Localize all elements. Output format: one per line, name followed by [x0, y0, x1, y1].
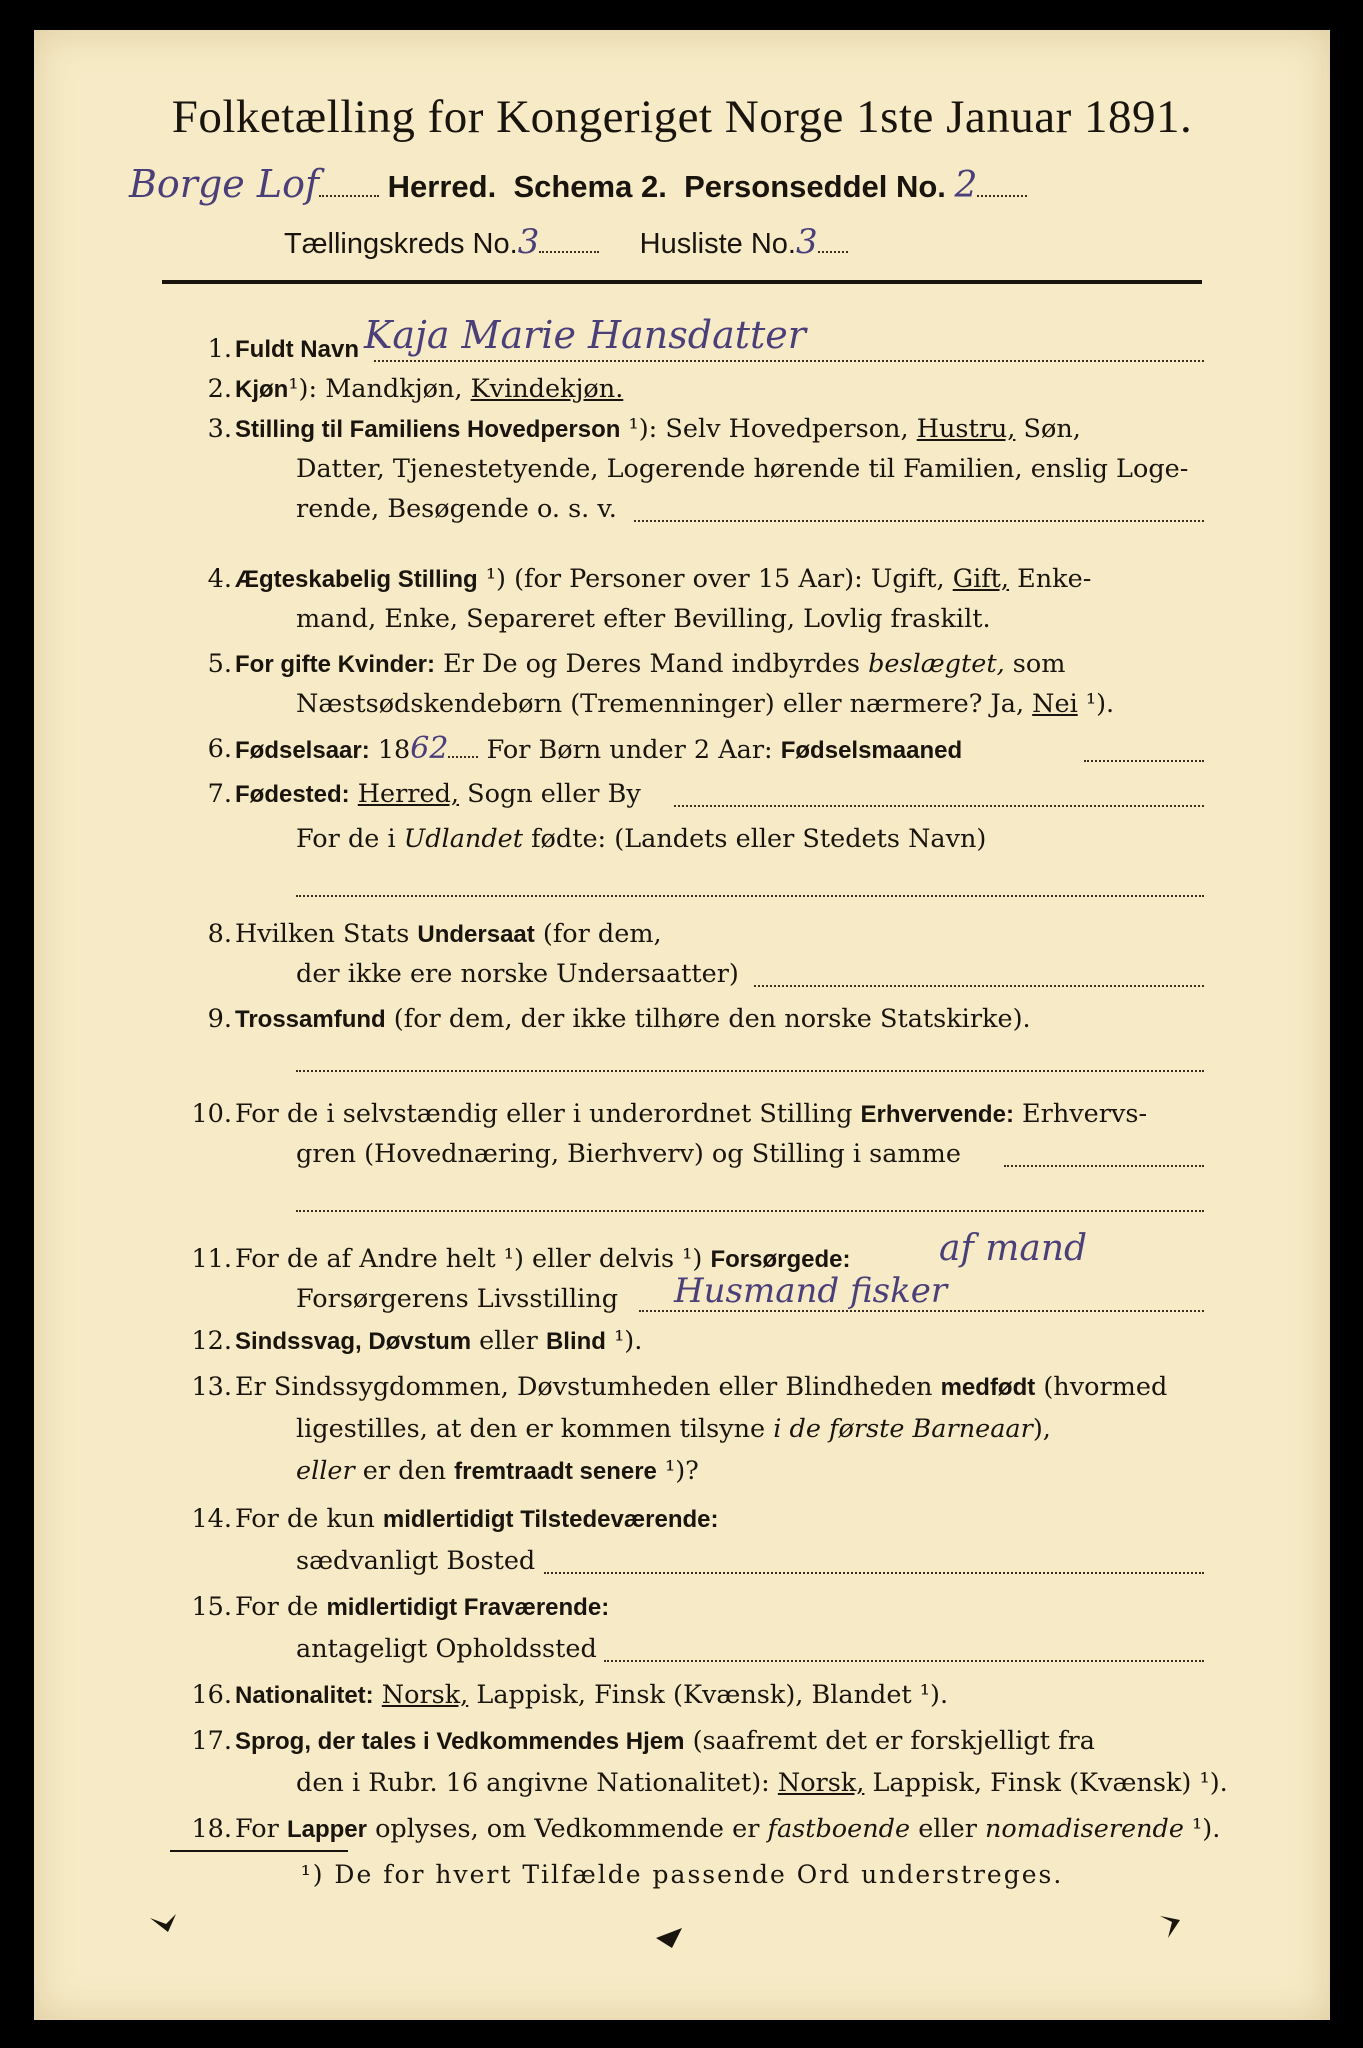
underlined-choice: Norsk,: [381, 1680, 469, 1710]
item-text-part: ¹).: [1077, 689, 1115, 719]
item-text-part: Sogn eller By: [459, 779, 641, 809]
dotted-fill: [319, 195, 379, 197]
header-rule: [162, 280, 1202, 284]
supported-by-handwritten: af mand: [939, 1228, 1088, 1269]
item-text: [235, 1722, 1230, 1761]
item-number: 17.: [191, 1726, 232, 1756]
item-text-part: rende, Besøgende o. s. v.: [296, 494, 617, 524]
item-number: 12.: [191, 1326, 232, 1356]
item-text: [235, 645, 1210, 684]
underlined-choice: Kvindekjøn.: [470, 374, 624, 404]
item-text-part: Er De og Deres Mand indbyrdes: [435, 649, 869, 679]
item-text-italic: eller: [296, 1456, 355, 1486]
item-label: fremtraadt senere: [454, 1458, 657, 1485]
dotted-fill: [296, 1210, 1204, 1212]
item-text-italic: i de første Barneaar: [773, 1414, 1033, 1444]
item-text-part: [374, 1680, 382, 1710]
item-text-part: den i Rubr. 16 angivne Nationalitet):: [296, 1768, 778, 1798]
item-text: [235, 1500, 1210, 1539]
item-text-part: Erhvervs-: [1013, 1099, 1148, 1129]
item-label: midlertidigt Fraværende:: [326, 1594, 610, 1621]
taellingskreds-label: Tællingskreds No.: [284, 228, 518, 260]
dotted-fill: [296, 895, 1204, 897]
form-title: Folketælling for Kongeriget Norge 1ste Januar 1891.: [171, 91, 1193, 143]
item-label: midlertidigt Tilstedeværende:: [382, 1506, 719, 1533]
item-text: [235, 1588, 1210, 1627]
item-number: 2.: [207, 374, 232, 404]
item-text: [235, 1095, 1210, 1134]
item-text: [235, 410, 1210, 449]
dotted-fill: [374, 360, 1204, 362]
item-text-part: Enke-: [1009, 564, 1092, 594]
header-line-2: [284, 222, 848, 262]
item-label: Trossamfund: [235, 1006, 386, 1033]
registration-mark-icon: [1154, 1910, 1194, 1940]
item-text-part: eller: [910, 1814, 985, 1844]
item-text: [235, 775, 1210, 814]
item-text-part: ¹).: [605, 1326, 643, 1356]
census-form: [34, 30, 1330, 2020]
item-label: For gifte Kvinder:: [235, 651, 436, 678]
dotted-fill: [754, 985, 1204, 987]
item-text-part: ¹)?: [656, 1456, 699, 1486]
item-text-part: Er Sindssygdommen, Døvstumheden eller Blindheden: [235, 1372, 941, 1402]
husliste-handwritten: 3: [795, 222, 818, 262]
item-label: Lapper: [286, 1816, 367, 1843]
item-number: 10.: [191, 1099, 232, 1129]
item-text-part: mand, Enke, Separeret efter Bevilling, Lovlig fraskilt.: [296, 604, 991, 634]
item-text: [235, 1368, 1210, 1407]
supporter-occupation-handwritten: Husmand fisker: [674, 1271, 948, 1311]
dotted-fill: [296, 1070, 1204, 1072]
item-text-part: For de kun: [235, 1504, 383, 1534]
item-text-part: Datter, Tjenestetyende, Logerende hørende til Familien, enslig Loge-: [296, 454, 1189, 484]
dotted-fill: [634, 520, 1204, 522]
item-label: Stilling til Familiens Hovedperson: [235, 416, 621, 443]
item-text: [296, 820, 1210, 858]
item-number: 8.: [207, 919, 232, 949]
item-label: Fuldt Navn: [235, 336, 359, 363]
item-number: 1.: [207, 334, 232, 364]
item-label: Fødselsaar:: [235, 737, 370, 764]
item-text-part: Lappisk, Finsk (Kvænsk), Blandet ¹).: [468, 1680, 949, 1710]
item-text: [296, 1452, 1210, 1491]
item-label: Fødselsmaaned: [780, 737, 963, 764]
item-label: Blind: [545, 1328, 606, 1355]
item-label: Fødested:: [235, 781, 350, 808]
underlined-choice: Hustru,: [916, 414, 1016, 444]
item-text-part: For de i selvstændig eller i underordnet Stilling: [235, 1099, 861, 1129]
item-text: [235, 560, 1210, 599]
item-text-part: fødte: (Landets eller Stedets Navn): [523, 824, 987, 854]
item-number: 13.: [191, 1372, 232, 1402]
husliste-label: Husliste No.: [639, 228, 796, 260]
name-handwritten: Kaja Marie Hansdatter: [364, 313, 806, 357]
underlined-choice: Herred,: [357, 779, 460, 809]
header-line-1: [129, 162, 1027, 206]
item-label: Erhvervende:: [860, 1101, 1014, 1128]
item-text-part: ¹): Selv Hovedperson,: [620, 414, 917, 444]
dotted-fill: [1084, 760, 1204, 762]
item-text-part: (saafremt det er forskjelligt fra: [684, 1726, 1095, 1756]
dotted-fill: [674, 805, 1204, 807]
item-number: 16.: [191, 1680, 232, 1710]
item-number: 18.: [191, 1814, 232, 1844]
item-text-part: (hvormed: [1035, 1372, 1168, 1402]
item-text-part: ¹): Mandkjøn,: [288, 374, 471, 404]
footnote-rule: [170, 1850, 348, 1852]
item-number: 14.: [191, 1504, 232, 1534]
item-text-part: sædvanligt Bosted: [296, 1546, 536, 1576]
item-text-part: oplyses, om Vedkommende er: [366, 1814, 768, 1844]
herred-label: Herred.: [387, 169, 497, 204]
item-text: [235, 370, 1210, 409]
item-text: [235, 730, 1210, 770]
item-text-part: Lappisk, Finsk (Kvænsk) ¹).: [864, 1768, 1228, 1798]
item-text-italic: Udlandet: [403, 824, 523, 854]
item-text-part: [350, 779, 358, 809]
item-text-part: Næstsødskendebørn (Tremenninger) eller nærmere? Ja,: [296, 689, 1033, 719]
personseddel-label: Personseddel No.: [684, 169, 946, 204]
item-text-part: ¹).: [1183, 1814, 1221, 1844]
dotted-fill: [544, 1572, 1204, 1574]
dotted-fill: [604, 1660, 1204, 1662]
underlined-choice: Gift,: [952, 564, 1010, 594]
item-number: 5.: [207, 649, 232, 679]
registration-mark-icon: [652, 1922, 692, 1952]
item-number: 6.: [207, 734, 232, 764]
item-text: [235, 1676, 1210, 1715]
item-text-part: der ikke ere norske Undersaatter): [296, 959, 739, 989]
dotted-fill: [818, 251, 848, 253]
item-text-part: gren (Hovednæring, Bierhverv) og Stilling i samme: [296, 1139, 961, 1169]
item-number: 15.: [191, 1592, 232, 1622]
item-text-part: ligestilles, at den er kommen tilsyne: [296, 1414, 774, 1444]
underlined-choice: Norsk,: [777, 1768, 865, 1798]
item-label: medfødt: [940, 1374, 1036, 1401]
item-text-part: Forsørgerens Livsstilling: [296, 1284, 619, 1314]
item-text-part: Søn,: [1015, 414, 1081, 444]
item-text-part: ¹) (for Personer over 15 Aar): Ugift,: [477, 564, 953, 594]
item-number: 11.: [191, 1244, 232, 1274]
item-text-part: (for dem, der ikke tilhøre den norske Statskirke).: [385, 1004, 1031, 1034]
item-label: Forsørgede:: [710, 1246, 851, 1273]
item-text-part: Hvilken Stats: [235, 919, 418, 949]
item-number: 4.: [207, 564, 232, 594]
dotted-fill: [1004, 1165, 1204, 1167]
item-text: [235, 1810, 1230, 1849]
item-text-part: (for dem,: [534, 919, 662, 949]
schema-label: Schema 2.: [513, 169, 667, 204]
herred-handwritten: Borge Lof: [129, 162, 320, 206]
item-text-part: For de: [235, 1592, 327, 1622]
registration-mark-icon: [146, 1910, 186, 1940]
taellingskreds-handwritten: 3: [517, 222, 540, 262]
footnote: ¹) De for hvert Tilfælde passende Ord understreges.: [300, 1860, 1064, 1889]
item-text: [235, 915, 1210, 954]
item-text-part: For de i: [296, 824, 404, 854]
item-text-part: For Børn under 2 Aar:: [478, 735, 781, 765]
item-text-part: For: [235, 1814, 287, 1844]
item-number: 7.: [207, 779, 232, 809]
item-text-italic: fastboende: [767, 1814, 911, 1844]
item-text-part: er den: [354, 1456, 455, 1486]
item-text: [235, 1322, 1210, 1361]
item-text: [296, 1410, 1210, 1448]
item-label: Sindssvag, Døvstum: [235, 1328, 472, 1355]
item-text: [235, 1000, 1210, 1039]
item-text-part: eller: [471, 1326, 546, 1356]
underlined-choice: Nei: [1032, 689, 1078, 719]
item-label: Undersaat: [417, 921, 535, 948]
item-number: 9.: [207, 1004, 232, 1034]
item-text: [296, 1764, 1230, 1802]
dotted-fill: [539, 251, 599, 253]
item-label: Kjøn: [235, 376, 289, 403]
item-label: Sprog, der tales i Vedkommendes Hjem: [235, 1728, 685, 1755]
item-text-italic: nomadiserende: [985, 1814, 1184, 1844]
item-label: Ægteskabelig Stilling: [235, 566, 478, 593]
item-text-part: ),: [1032, 1414, 1051, 1444]
dotted-fill: [977, 195, 1027, 197]
dotted-fill: [448, 756, 478, 758]
birthyear-handwritten: 62: [410, 731, 449, 766]
item-text: [296, 685, 1210, 723]
item-label: Nationalitet:: [235, 1682, 374, 1709]
item-text-part: antageligt Opholdssted: [296, 1634, 597, 1664]
item-text-part: som: [1004, 649, 1066, 679]
item-text-part: 18: [369, 735, 411, 765]
item-text-italic: beslægtet,: [868, 649, 1005, 679]
item-text-part: For de af Andre helt ¹) eller delvis ¹): [235, 1244, 711, 1274]
personseddel-handwritten: 2: [954, 165, 978, 206]
item-number: 3.: [207, 414, 232, 444]
